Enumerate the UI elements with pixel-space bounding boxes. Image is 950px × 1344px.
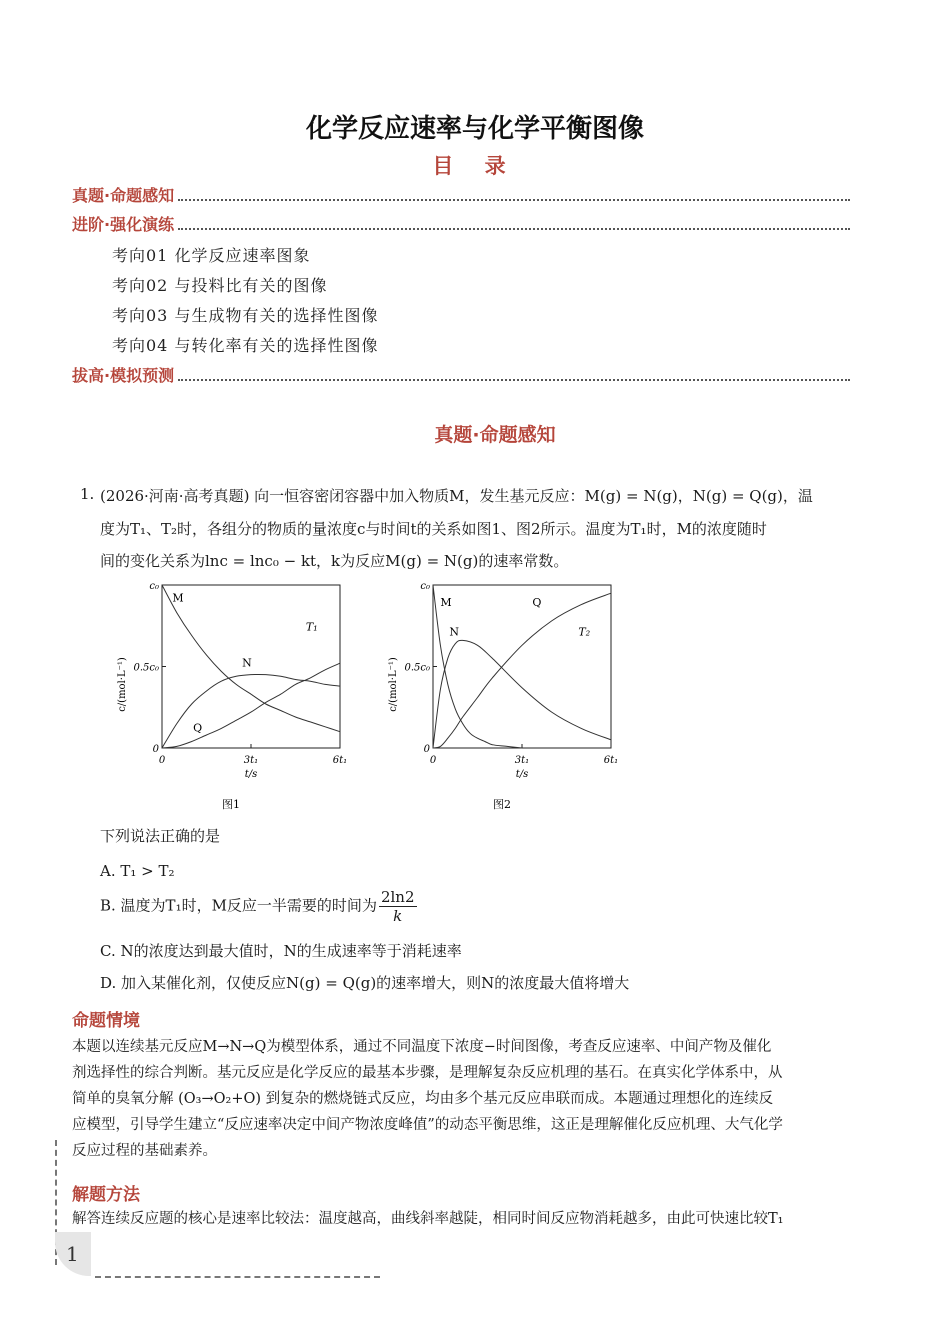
option-a[interactable]: A. T₁ > T₂: [100, 862, 175, 880]
toc-title: 目 录: [432, 154, 518, 178]
toc-leader-dots: [178, 379, 850, 381]
chart-figure-2: [388, 581, 618, 811]
series-label-q: Q: [532, 596, 542, 610]
section-title: 真题·命题感知: [434, 424, 556, 446]
question-line: 度为T₁、T₂时，各组分的物质的量浓度c与时间t的关系如图1、图2所示。温度为T₁时，M的浓度随时: [100, 520, 767, 538]
option-b[interactable]: [100, 888, 417, 925]
series-label-m: M: [440, 596, 452, 610]
option-c[interactable]: C. N的浓度达到最大值时，N的生成速率等于消耗速率: [100, 942, 462, 960]
series-label-m: M: [172, 591, 184, 605]
series-label-n: N: [242, 656, 252, 670]
x-tick-label: 0: [158, 755, 166, 766]
series-label-n: N: [449, 625, 459, 639]
x-tick-label: 0: [429, 755, 437, 766]
figure-caption: 图2: [493, 798, 511, 811]
y-axis-label: c/(mol·L⁻¹): [388, 657, 399, 712]
context-line: 简单的臭氧分解 (O₃→O₂+O) 到复杂的燃烧链式反应，均由多个基元反应串联而成。本题通过理想化的连续反: [72, 1091, 774, 1107]
question-number: 1.: [80, 485, 95, 503]
series-label-q: Q: [193, 721, 203, 735]
figure-caption: 图1: [222, 798, 240, 811]
page-number: 1: [66, 1242, 79, 1266]
temperature-label: T₂: [578, 625, 591, 639]
option-b-text: B. 温度为T₁时，M反应一半需要的时间为: [100, 896, 377, 915]
fraction-denominator: k: [393, 907, 403, 925]
toc-subitem-1[interactable]: 考向01 化学反应速率图象: [112, 246, 311, 265]
context-line: 本题以连续基元反应M→N→Q为模型体系，通过不同温度下浓度−时间图像，考查反应速率、中间产物及催化: [72, 1039, 772, 1055]
series-line-m: [433, 585, 522, 748]
series-line-n: [162, 674, 340, 748]
question-line: 间的变化关系为lnc = lnc₀ − kt，k为反应M(g) = N(g)的速率常数。: [100, 552, 569, 570]
temperature-label: T₁: [305, 620, 318, 634]
toc-item-bagao[interactable]: [72, 362, 850, 386]
context-line: 剂选择性的综合判断。基元反应是化学反应的最基本步骤，是理解复杂反应机理的基石。在真实化学体系中，从: [72, 1065, 783, 1081]
series-line-q: [162, 663, 340, 748]
chart-figure-1: [117, 581, 347, 811]
method-line: 解答连续反应题的核心是速率比较法：温度越高，曲线斜率越陡，相同时间反应物消耗越多，由此可快速比较T₁: [72, 1211, 784, 1227]
y-tick-label: 0.5c₀: [133, 662, 159, 674]
y-axis-label: c/(mol·L⁻¹): [117, 657, 128, 712]
y-tick-label: c₀: [149, 581, 159, 592]
y-tick-label: 0.5c₀: [404, 662, 430, 674]
toc-item-jinjie[interactable]: [72, 211, 850, 235]
fraction: [379, 888, 417, 925]
question-line: (2026·河南·高考真题) 向一恒容密闭容器中加入物质M，发生基元反应：M(g) = N(g)，N(g) = Q(g)，温: [100, 487, 813, 505]
toc-item-label: 拔高·模拟预测: [72, 366, 175, 385]
figures-container: [105, 575, 645, 815]
x-tick-label: 6t₁: [332, 755, 348, 766]
y-tick-label: c₀: [420, 581, 430, 592]
y-tick-label: 0: [423, 744, 430, 755]
context-line: 应模型，引导学生建立“反应速率决定中间产物浓度峰值”的动态平衡思维，这正是理解催化反应机理、大气化学: [72, 1117, 783, 1133]
footer-dashes: [95, 1276, 380, 1278]
toc-item-label: 真题·命题感知: [72, 186, 175, 205]
method-heading: 解题方法: [72, 1185, 140, 1205]
toc-leader-dots: [178, 228, 850, 230]
series-line-n: [433, 640, 611, 748]
x-axis-label: t/s: [515, 769, 529, 780]
context-heading: 命题情境: [72, 1011, 140, 1031]
x-tick-label: 3t₁: [243, 755, 259, 766]
toc-subitem-4[interactable]: 考向04 与转化率有关的选择性图像: [112, 336, 379, 355]
context-line: 反应过程的基础素养。: [72, 1143, 217, 1159]
series-line-q: [433, 593, 611, 748]
toc-subitem-2[interactable]: 考向02 与投料比有关的图像: [112, 276, 328, 295]
context-paragraph: [72, 1034, 882, 1164]
question-prompt: 下列说法正确的是: [100, 827, 221, 845]
y-tick-label: 0: [152, 744, 159, 755]
x-tick-label: 6t₁: [603, 755, 619, 766]
toc-item-zhenti[interactable]: [72, 182, 850, 206]
x-axis-label: t/s: [244, 769, 258, 780]
plot-frame: [433, 585, 611, 748]
toc-leader-dots: [178, 199, 850, 201]
document-title: 化学反应速率与化学平衡图像: [305, 114, 644, 144]
fraction-numerator: 2ln2: [380, 888, 415, 906]
option-d[interactable]: D. 加入某催化剂，仅使反应N(g) = Q(g)的速率增大，则N的浓度最大值将增大: [100, 974, 630, 992]
x-tick-label: 3t₁: [514, 755, 530, 766]
toc-subitem-3[interactable]: 考向03 与生成物有关的选择性图像: [112, 306, 379, 325]
toc-item-label: 进阶·强化演练: [72, 215, 175, 234]
